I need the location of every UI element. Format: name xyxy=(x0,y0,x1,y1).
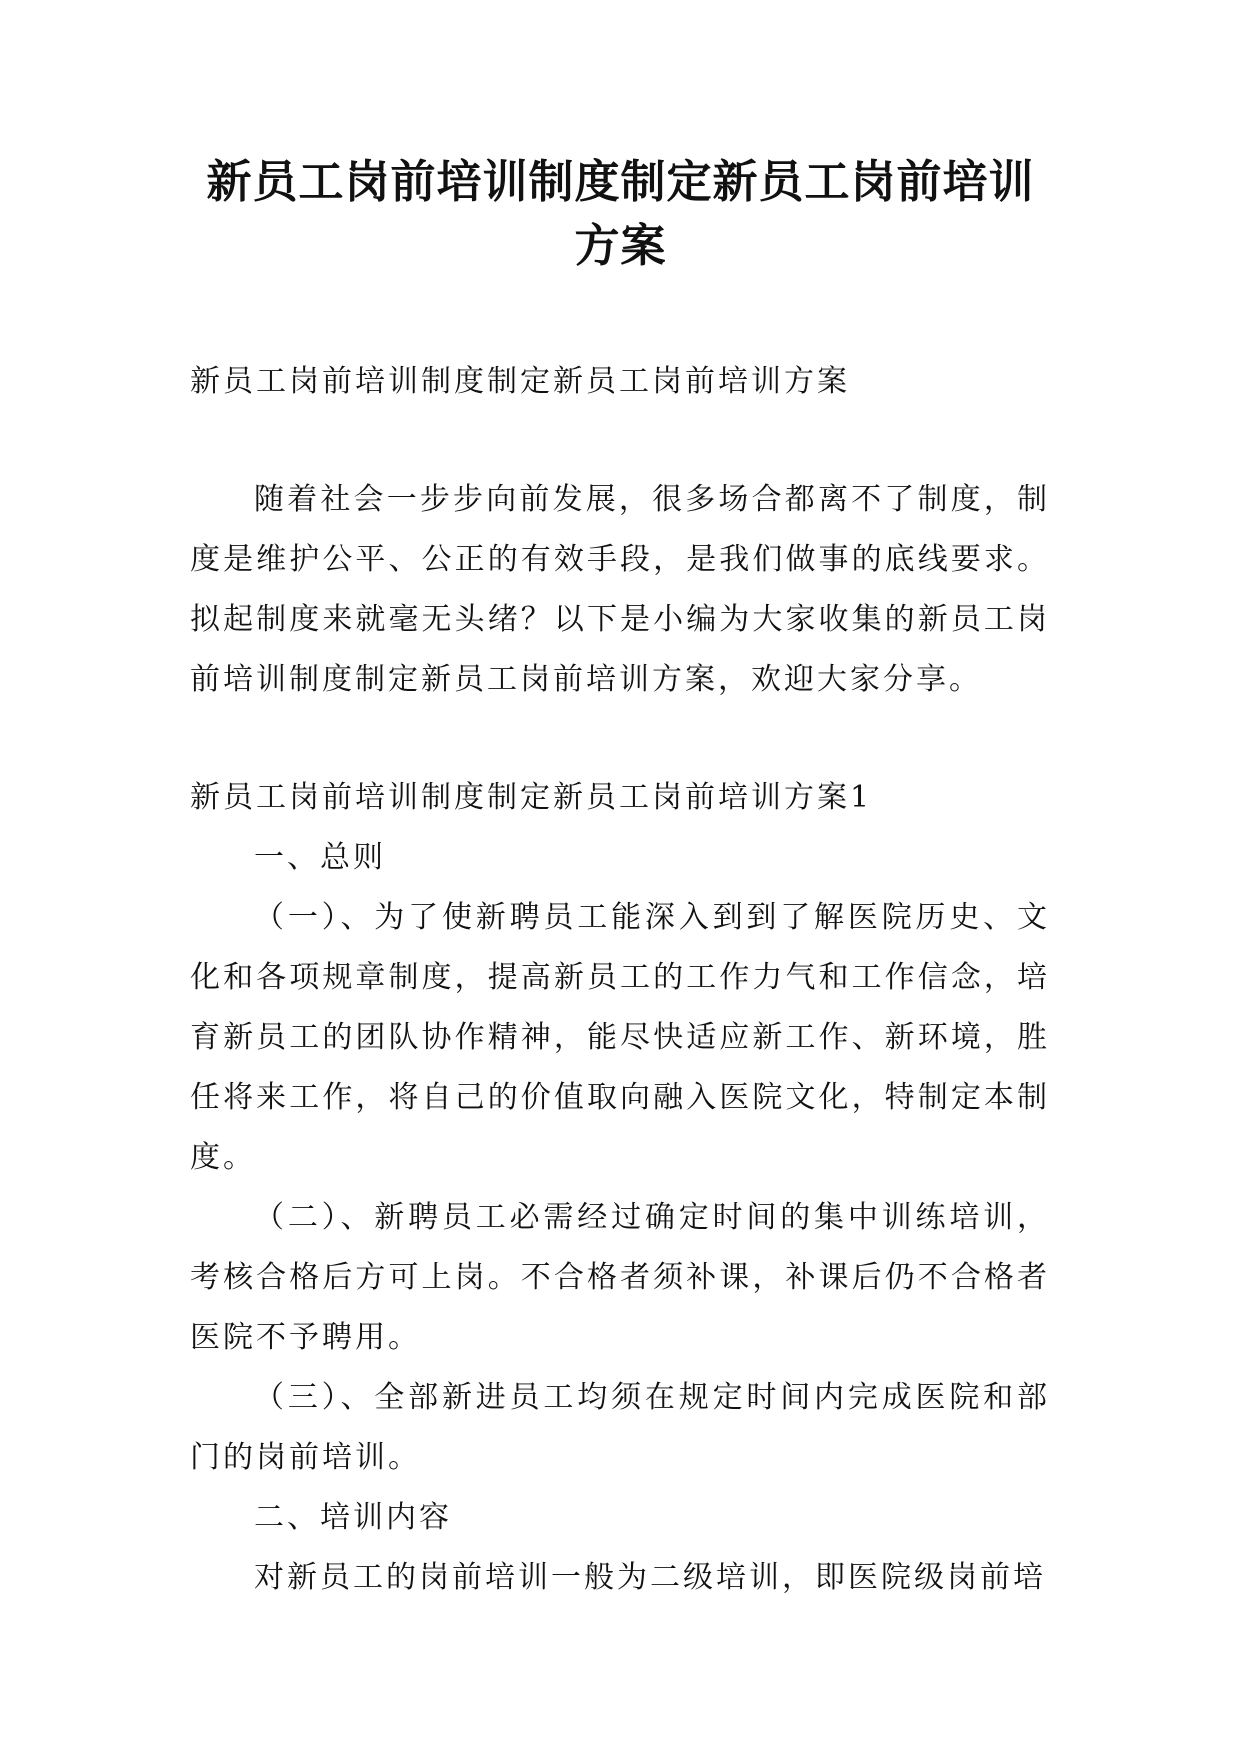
content-paragraph: 对新员工的岗前培训一般为二级培训，即医院级岗前培 xyxy=(254,1560,1046,1595)
document-subtitle: 新员工岗前培训制度制定新员工岗前培训方案 xyxy=(190,364,850,399)
document-body xyxy=(190,352,1050,1608)
clause-paragraph-2: （二）、新聘员工必需经过确定时间的集中训练培训，考核合格后方可上岗。不合格者须补课，补课后仍不合格者医院不予聘用。 xyxy=(190,1200,1050,1355)
section-heading: 新员工岗前培训制度制定新员工岗前培训方案1 xyxy=(190,780,873,815)
chapter-heading-general: 一、总则 xyxy=(254,840,386,875)
chapter-heading-content: 二、培训内容 xyxy=(254,1500,452,1535)
title-line-1: 新员工岗前培训制度制定新员工岗前培训 xyxy=(206,155,1035,208)
clause-paragraph-3: （三）、全部新进员工均须在规定时间内完成医院和部门的岗前培训。 xyxy=(190,1380,1050,1475)
clause-paragraph-1: （一）、为了使新聘员工能深入到到了解医院历史、文化和各项规章制度，提高新员工的工作力气和工作信念，培育新员工的团队协作精神，能尽快适应新工作、新环境，胜任将来工作，将自己的价值取向融入医院文化，特制定本制度。 xyxy=(190,900,1050,1175)
intro-paragraph: 随着社会一步步向前发展，很多场合都离不了制度，制度是维护公平、公正的有效手段，是我们做事的底线要求。拟起制度来就毫无头绪？以下是小编为大家收集的新员工岗前培训制度制定新员工岗前培训方案，欢迎大家分享。 xyxy=(190,482,1050,697)
document-title xyxy=(170,150,1071,278)
title-line-2: 方案 xyxy=(574,219,667,272)
